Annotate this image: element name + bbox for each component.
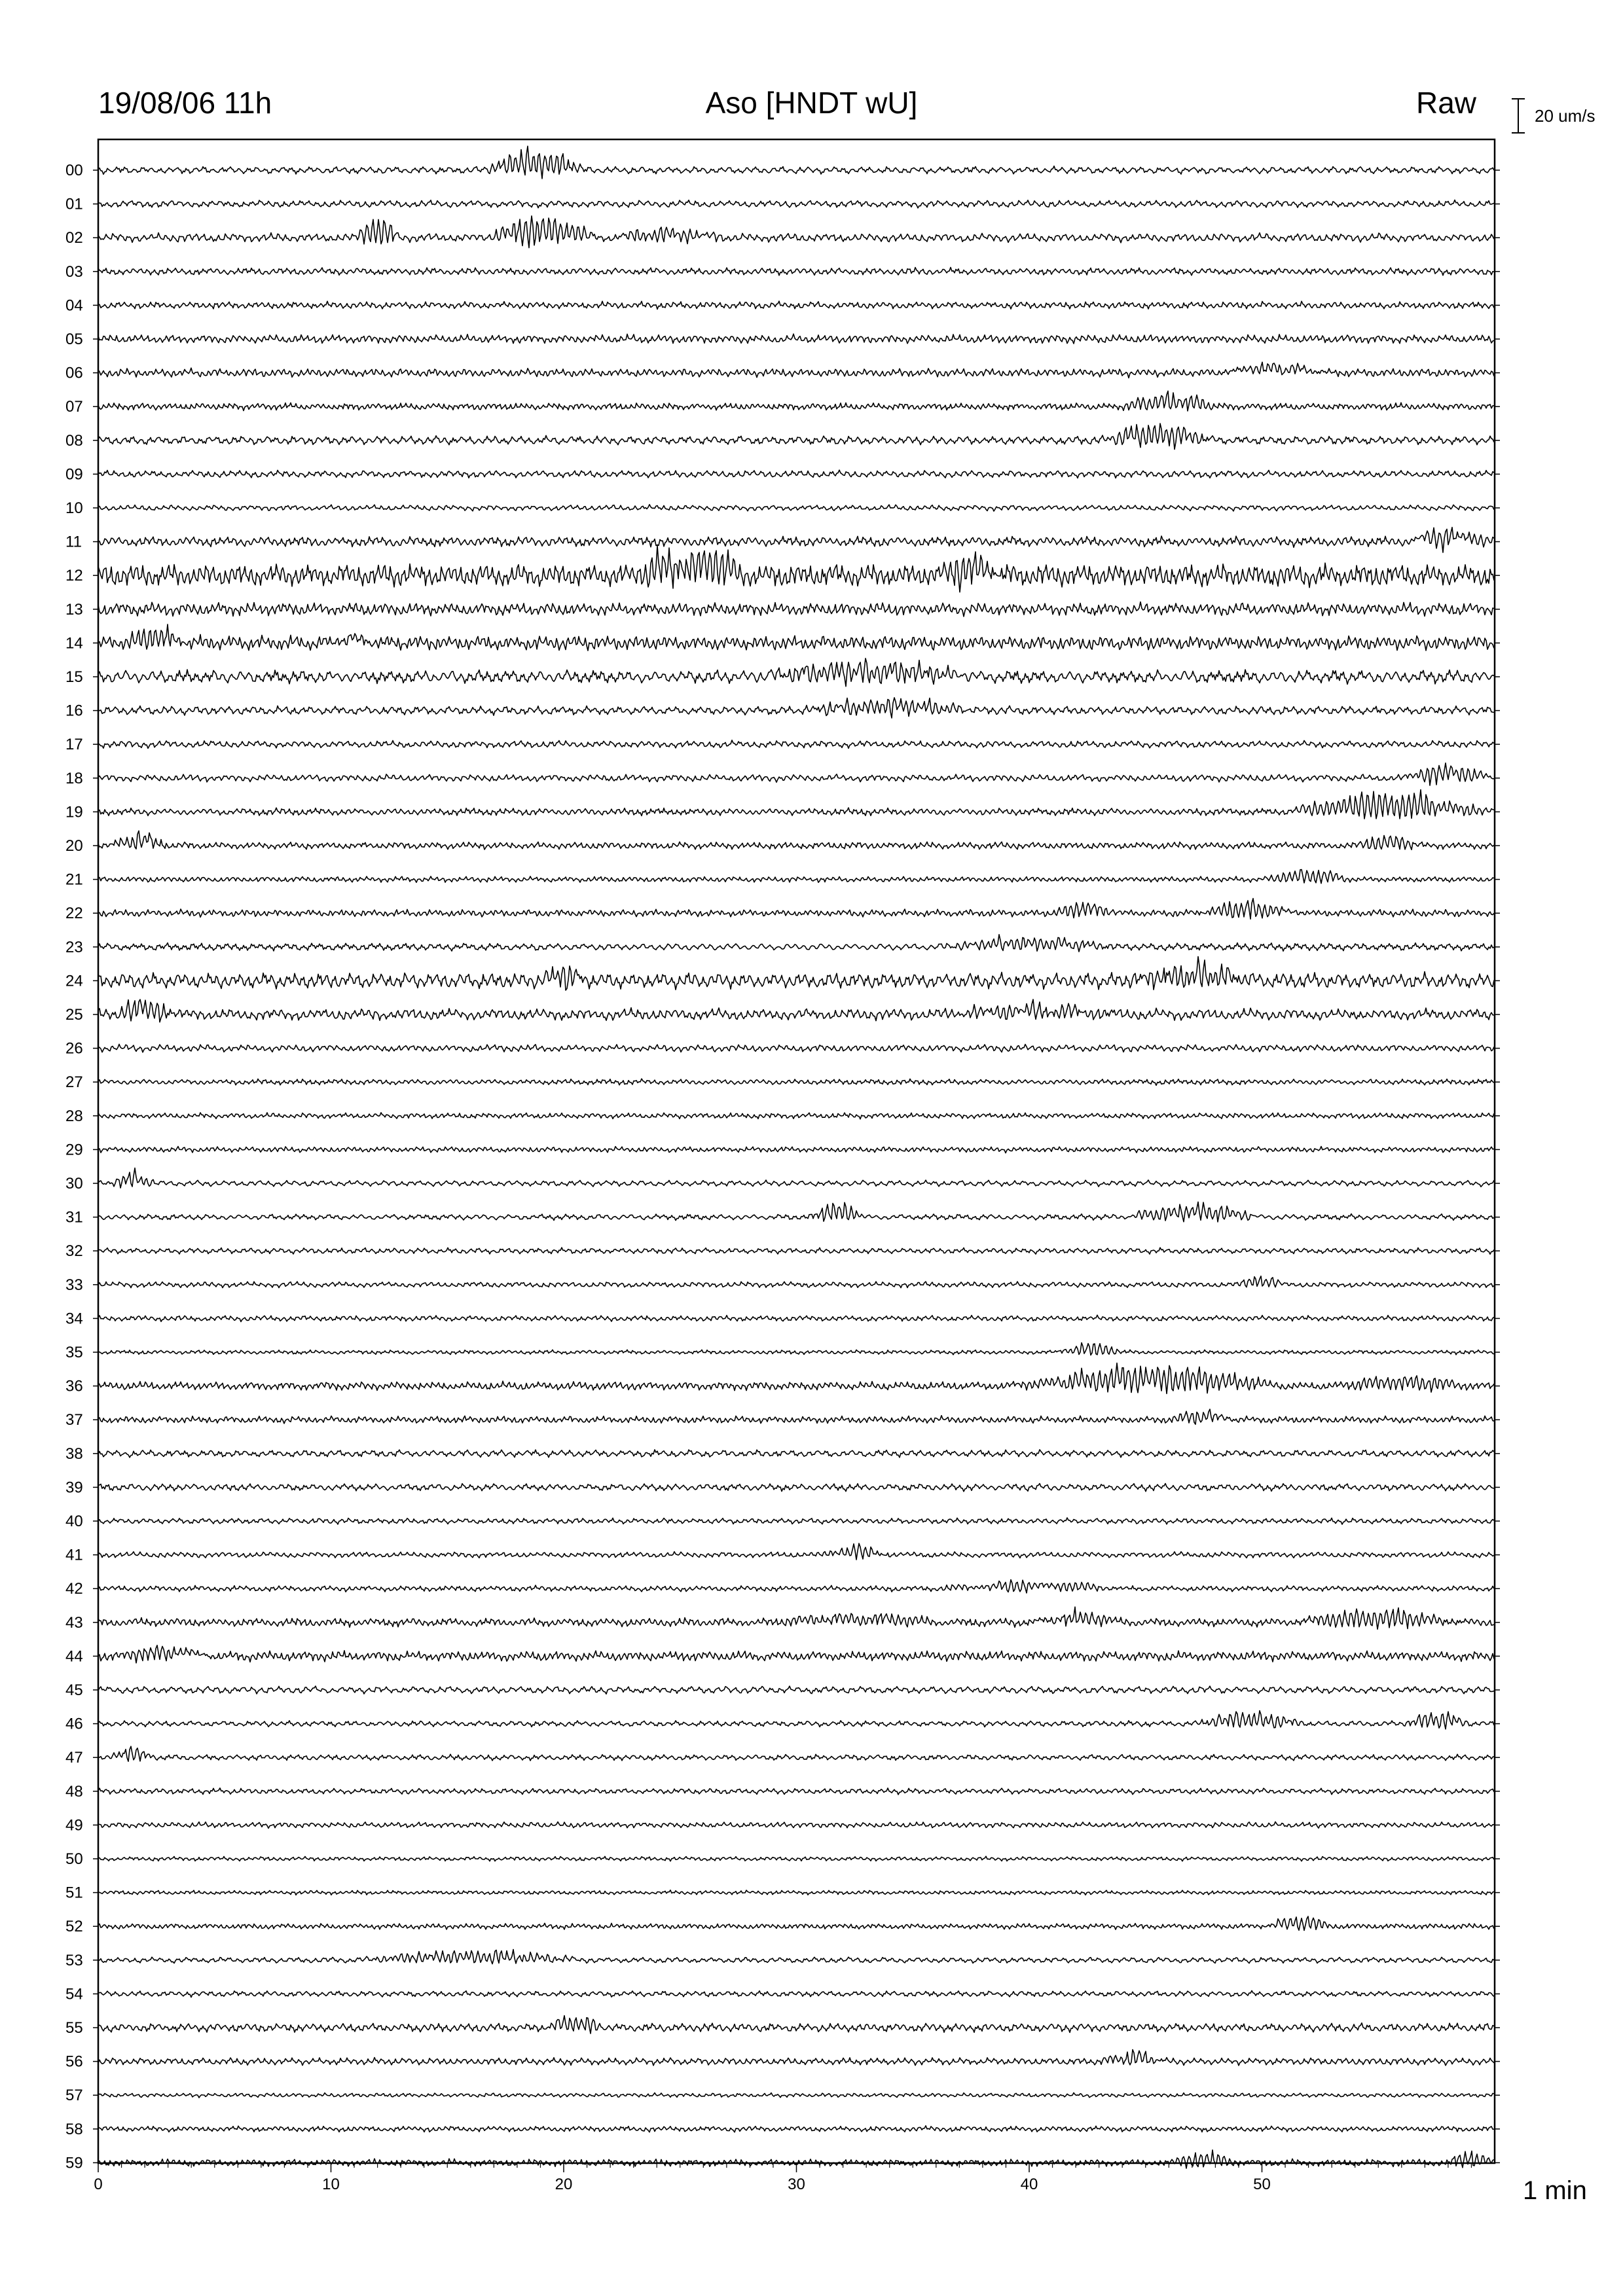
row-label-55: 55 — [65, 2019, 83, 2037]
row-label-57: 57 — [65, 2087, 83, 2105]
row-label-45: 45 — [65, 1681, 83, 1699]
row-label-40: 40 — [65, 1513, 83, 1530]
row-label-44: 44 — [65, 1647, 83, 1666]
row-label-32: 32 — [65, 1242, 83, 1261]
trace-line-55 — [98, 2016, 1494, 2034]
row-label-39: 39 — [65, 1479, 83, 1497]
trace-line-45 — [98, 1686, 1494, 1694]
row-label-05: 05 — [65, 331, 83, 348]
row-label-34: 34 — [65, 1310, 83, 1328]
trace-line-35 — [98, 1343, 1494, 1355]
row-label-16: 16 — [65, 702, 83, 720]
row-label-02: 02 — [65, 229, 83, 247]
trace-line-28 — [98, 1113, 1494, 1119]
row-label-00: 00 — [65, 162, 83, 179]
trace-line-04 — [98, 301, 1494, 309]
row-label-36: 36 — [65, 1377, 83, 1395]
trace-line-18 — [98, 763, 1494, 785]
trace-line-34 — [98, 1315, 1494, 1321]
trace-line-41 — [98, 1543, 1494, 1560]
trace-line-30 — [98, 1168, 1494, 1188]
trace-line-53 — [98, 1950, 1494, 1964]
row-label-42: 42 — [65, 1580, 83, 1598]
row-label-12: 12 — [65, 567, 83, 585]
x-tick-label-30: 30 — [788, 2176, 805, 2193]
trace-line-05 — [98, 334, 1494, 344]
trace-line-40 — [98, 1518, 1494, 1524]
trace-line-08 — [98, 423, 1494, 450]
row-label-01: 01 — [65, 195, 83, 213]
trace-line-21 — [98, 870, 1494, 884]
trace-line-15 — [98, 658, 1494, 687]
row-label-35: 35 — [65, 1344, 83, 1361]
trace-line-50 — [98, 1856, 1494, 1861]
row-label-59: 59 — [65, 2154, 83, 2172]
row-label-14: 14 — [65, 634, 83, 653]
trace-line-54 — [98, 1991, 1494, 1998]
row-label-22: 22 — [65, 905, 83, 923]
row-label-20: 20 — [65, 837, 83, 855]
trace-line-14 — [98, 624, 1494, 651]
row-label-08: 08 — [65, 431, 83, 450]
row-label-21: 21 — [65, 870, 83, 889]
trace-line-38 — [98, 1450, 1494, 1458]
row-label-30: 30 — [65, 1175, 83, 1193]
row-label-56: 56 — [65, 2053, 83, 2071]
plot-title: Aso [HNDT wU] — [705, 86, 918, 120]
trace-line-29 — [98, 1147, 1494, 1153]
amplitude-scale-bar — [1512, 99, 1525, 133]
trace-line-32 — [98, 1247, 1494, 1254]
row-label-07: 07 — [65, 398, 83, 416]
trace-line-58 — [98, 2126, 1494, 2132]
row-label-52: 52 — [65, 1918, 83, 1936]
trace-line-12 — [98, 546, 1494, 592]
row-label-15: 15 — [65, 668, 83, 686]
row-label-26: 26 — [65, 1039, 83, 1058]
amplitude-scale-label: 20 um/s — [1535, 106, 1596, 126]
trace-line-52 — [98, 1916, 1494, 1931]
trace-line-39 — [98, 1484, 1494, 1492]
row-label-23: 23 — [65, 938, 83, 956]
trace-line-01 — [98, 200, 1494, 208]
x-tick-label-40: 40 — [1020, 2176, 1038, 2193]
row-label-31: 31 — [65, 1208, 83, 1227]
plot-datetime: 19/08/06 11h — [98, 86, 272, 120]
row-label-25: 25 — [65, 1006, 83, 1024]
row-label-24: 24 — [65, 972, 83, 990]
trace-line-20 — [98, 831, 1494, 850]
trace-line-47 — [98, 1746, 1494, 1761]
row-label-09: 09 — [65, 465, 83, 484]
row-label-38: 38 — [65, 1444, 83, 1463]
trace-line-31 — [98, 1202, 1494, 1222]
row-label-41: 41 — [65, 1546, 83, 1564]
trace-line-49 — [98, 1822, 1494, 1829]
trace-line-17 — [98, 740, 1494, 749]
trace-line-37 — [98, 1409, 1494, 1424]
trace-line-25 — [98, 999, 1494, 1022]
trace-line-44 — [98, 1645, 1494, 1663]
trace-line-03 — [98, 268, 1494, 276]
trace-line-13 — [98, 602, 1494, 617]
row-label-19: 19 — [65, 803, 83, 821]
trace-line-22 — [98, 899, 1494, 920]
row-label-11: 11 — [65, 533, 82, 551]
trace-line-43 — [98, 1607, 1494, 1629]
trace-line-36 — [98, 1363, 1494, 1394]
trace-line-33 — [98, 1276, 1494, 1288]
row-label-18: 18 — [65, 769, 83, 787]
row-label-06: 06 — [65, 364, 83, 382]
trace-line-24 — [98, 957, 1494, 991]
row-label-10: 10 — [65, 499, 83, 517]
x-tick-label-0: 0 — [94, 2176, 103, 2193]
x-tick-label-20: 20 — [555, 2176, 573, 2193]
x-tick-label-50: 50 — [1253, 2176, 1271, 2193]
row-label-04: 04 — [65, 296, 83, 315]
row-label-47: 47 — [65, 1749, 83, 1767]
row-label-50: 50 — [65, 1850, 83, 1868]
row-label-46: 46 — [65, 1715, 83, 1733]
row-label-54: 54 — [65, 1985, 83, 2003]
trace-line-57 — [98, 2093, 1494, 2098]
trace-line-23 — [98, 935, 1494, 952]
row-label-28: 28 — [65, 1107, 83, 1125]
trace-line-26 — [98, 1044, 1494, 1052]
x-tick-label-10: 10 — [322, 2176, 340, 2193]
row-label-43: 43 — [65, 1613, 83, 1632]
trace-line-10 — [98, 505, 1494, 511]
row-label-37: 37 — [65, 1411, 83, 1429]
row-label-03: 03 — [65, 262, 83, 281]
trace-line-46 — [98, 1711, 1494, 1729]
plot-mode: Raw — [1415, 86, 1476, 120]
row-label-13: 13 — [65, 600, 83, 619]
row-label-53: 53 — [65, 1951, 83, 1969]
trace-line-56 — [98, 2050, 1494, 2066]
trace-line-06 — [98, 362, 1494, 378]
trace-line-42 — [98, 1580, 1494, 1593]
trace-line-11 — [98, 528, 1494, 552]
trace-line-07 — [98, 391, 1494, 411]
trace-line-00 — [98, 146, 1494, 179]
trace-line-51 — [98, 1890, 1494, 1895]
row-label-51: 51 — [65, 1884, 83, 1902]
row-label-49: 49 — [65, 1816, 83, 1835]
x-axis-unit-label: 1 min — [1523, 2176, 1587, 2205]
trace-line-16 — [98, 698, 1494, 718]
trace-line-48 — [98, 1788, 1494, 1795]
row-label-58: 58 — [65, 2120, 83, 2138]
trace-line-09 — [98, 470, 1494, 478]
trace-line-27 — [98, 1079, 1494, 1085]
row-label-27: 27 — [65, 1073, 83, 1092]
trace-line-02 — [98, 216, 1494, 248]
row-label-17: 17 — [65, 736, 83, 754]
row-label-29: 29 — [65, 1141, 83, 1159]
row-label-33: 33 — [65, 1276, 83, 1294]
trace-line-19 — [98, 790, 1494, 819]
row-label-48: 48 — [65, 1782, 83, 1801]
